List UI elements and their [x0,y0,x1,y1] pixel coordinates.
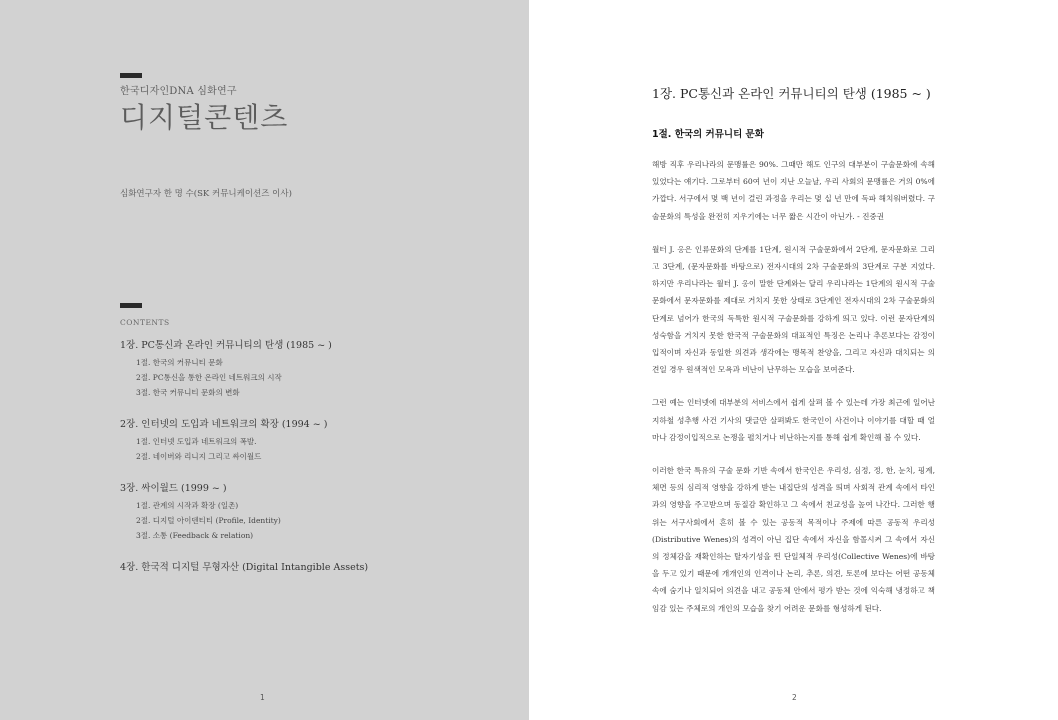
toc-section[interactable]: 1절. 한국의 커뮤니티 문화 [136,358,223,367]
author-line: 심화연구자 한 명 수(SK 커뮤니케이션즈 이사) [120,189,292,199]
toc-chapter [120,561,480,575]
section-heading: 1절. 한국의 커뮤니티 문화 [652,129,764,140]
contents-bar [120,303,142,308]
toc-section[interactable]: 2절. 디지털 아이덴티티 (Profile, Identity) [136,516,281,525]
toc-chapter-title[interactable]: 3장. 싸이월드 (1999 ~ ) [120,483,227,494]
paragraph: 그런 예는 인터넷에 대부분의 서비스에서 쉽게 살펴 볼 수 있는데 가장 최근에 일어난 지하철 성추행 사건 기사의 댓글만 살펴봐도 한국인이 사건이나 이야기를 대할 때 얼마나 감정이입적으로 논쟁을 펼치거나 비난하는지를 통해 쉽게 확인해 볼 수 있다. [652,398,935,442]
toc-section[interactable]: 2절. PC통신을 통한 온라인 네트워크의 시작 [136,373,282,382]
body-text [652,156,935,633]
toc-chapter-title[interactable]: 2장. 인터넷의 도입과 네트워크의 확장 (1994 ~ ) [120,419,328,430]
toc-chapter [120,418,480,464]
toc-chapter [120,339,480,400]
toc-chapter [120,482,480,543]
toc-section[interactable]: 3절. 소통 (Feedback & relation) [136,531,254,540]
document-title: 디지털콘텐츠 [120,101,289,134]
right-page [529,0,1058,720]
page-number: 2 [792,693,797,702]
toc-section[interactable]: 1절. 인터넷 도입과 네트워크의 폭발. [136,437,257,446]
toc-chapter-title[interactable]: 1장. PC통신과 온라인 커뮤니티의 탄생 (1985 ~ ) [120,340,332,351]
page-number: 1 [260,693,265,702]
series-label: 한국디자인DNA 심화연구 [120,86,237,97]
paragraph: 월터 J. 옹은 인류문화의 단계를 1단계, 원시적 구술문화에서 2단계, 문자문화로 그리고 3단계, (문자문화를 바탕으로) 전자시대의 2차 구술문화의 3단계로 구분 지었다. 하지만 우리나라는 월터 J. 옹이 말한 단계와는 달리 우리나라는 1단계의 원시적 구술문화에서 문자문화를 제대로 거치지 못한 상태로 3단계인 전자시대의 2차 구술문화의 단계로 넘어가 한국의 독특한 원시적 구술문화를 강하게 띄고 있다. 이런 문자단계의 성숙함을 거치지 못한 한국적 구술문화의 대표적인 특징은 논리나 추론보다는 감정이입적이며 자신과 동일한 의견과 생각에는 맹목적 찬양을, 그리고 자신과 대치되는 의견일 경우 원색적인 모욕과 비난이 난무하는 모습을 보여준다. [652,244,935,375]
paragraph: 해방 직후 우리나라의 문맹률은 90%. 그때만 해도 인구의 대부분이 구술문화에 속해 있었다는 얘기다. 그로부터 60여 년이 지난 오늘날, 우리 사회의 문맹률은 거의 0%에 가깝다. 서구에서 몇 백 년이 걸린 과정을 우리는 몇 십 년 만에 독파 해치워버렸다. 구술문화의 특성을 완전히 지우기에는 너무 짧은 시간이 아닌가. - 진중권 [652,160,935,221]
toc-section[interactable]: 2절. 네이버와 리니지 그리고 싸이월드 [136,452,262,461]
paragraph: 이러한 한국 특유의 구술 문화 기반 속에서 한국인은 우리성, 심정, 정, 한, 눈치, 핑계, 체면 등의 심리적 영향을 강하게 받는 내집단의 성격을 띄며 사회적 관계 속에서 타인과의 영향을 주고받으며 동질감 확인하고 그 속에서 친교성을 높여 나간다. 그러한 행위는 서구사회에서 흔히 볼 수 있는 공동적 목적이나 주제에 따른 공동적 우리성(Distributive Wenes)의 성격이 아닌 집단 속에서 자신을 함몰시켜 그 속에서 자신의 정체감을 재확인하는 탈자기성을 띈 단일체적 우리성(Collective Wenes)에 바탕을 두고 있기 때문에 개개인의 인격이나 논리, 추론, 의견, 토론에 보다는 어떤 공동체 속에 숨기나 일치되어 의견을 내고 공동체 안에서 평가 받는 것에 익숙해 냉정하고 책임감 있는 주체로의 개인의 모습을 찾기 어려운 문화를 형성하게 된다. [652,466,935,613]
table-of-contents [120,339,480,593]
header-bar [120,73,142,78]
toc-section[interactable]: 3절. 한국 커뮤니티 문화의 변화 [136,388,240,397]
contents-label: CONTENTS [120,318,170,327]
chapter-heading: 1장. PC통신과 온라인 커뮤니티의 탄생 (1985 ~ ) [652,86,931,101]
toc-chapter-title[interactable]: 4장. 한국적 디지털 무형자산 (Digital Intangible Assets) [120,562,369,573]
toc-section[interactable]: 1절. 관계의 시작과 확장 (일촌) [136,501,239,510]
